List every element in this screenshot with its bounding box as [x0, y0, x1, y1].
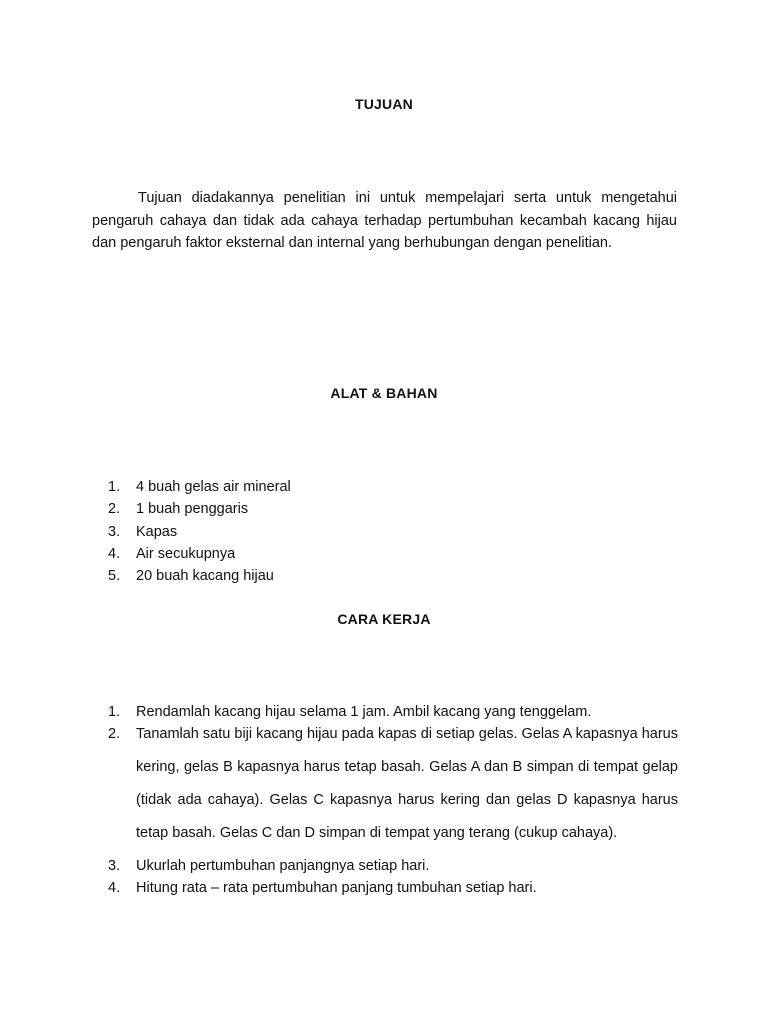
cara-kerja-list — [108, 701, 678, 899]
heading-tujuan: TUJUAN — [355, 96, 413, 112]
list-item — [108, 877, 678, 899]
list-text: Rendamlah kacang hijau selama 1 jam. Ambil kacang yang tenggelam. — [136, 704, 592, 720]
list-number: 3. — [108, 523, 121, 540]
list-number: 2. — [108, 501, 121, 518]
list-item — [108, 565, 668, 587]
list-number: 1. — [108, 704, 121, 720]
list-item — [108, 855, 678, 877]
list-number: 4. — [108, 880, 121, 896]
alat-bahan-list — [108, 476, 668, 587]
list-text: Hitung rata – rata pertumbuhan panjang tumbuhan setiap hari. — [136, 880, 537, 896]
list-number: 4. — [108, 545, 121, 562]
list-item — [108, 498, 668, 520]
list-text: 4 buah gelas air mineral — [136, 479, 291, 495]
list-number: 1. — [108, 479, 121, 495]
list-number: 3. — [108, 858, 121, 874]
heading-alat-bahan: ALAT & BAHAN — [330, 385, 438, 401]
list-text: Ukurlah pertumbuhan panjangnya setiap hari. — [136, 858, 430, 874]
list-text: Kapas — [136, 523, 178, 540]
list-item — [108, 543, 668, 565]
list-text: 1 buah penggaris — [136, 501, 249, 518]
list-text: 20 buah kacang hijau — [136, 568, 274, 585]
list-item — [108, 723, 678, 855]
list-text: Tanamlah satu biji kacang hijau pada kapas di setiap gelas. Gelas A kapasnya harus kering, gelas B kapasnya harus tetap basah. Gelas A dan B simpan di tempat gelap (tidak ada cahaya). Gelas C kapasnya harus kering dan gelas D kapasnya harus tetap basah. Gelas C dan D simpan di tempat yang terang (cukup cahaya). — [136, 726, 678, 841]
list-item — [108, 476, 668, 498]
list-number: 2. — [108, 726, 121, 742]
list-text: Air secukupnya — [136, 545, 236, 562]
list-item — [108, 521, 668, 543]
list-number: 5. — [108, 568, 121, 585]
heading-cara-kerja: CARA KERJA — [337, 611, 431, 627]
tujuan-paragraph: Tujuan diadakannya penelitian ini untuk mempelajari serta untuk mengetahui pengaruh cahaya dan tidak ada cahaya terhadap pertumbuhan kecambah kacang hijau dan pengaruh faktor eksternal dan internal yang berhubungan dengan penelitian. — [92, 190, 677, 251]
